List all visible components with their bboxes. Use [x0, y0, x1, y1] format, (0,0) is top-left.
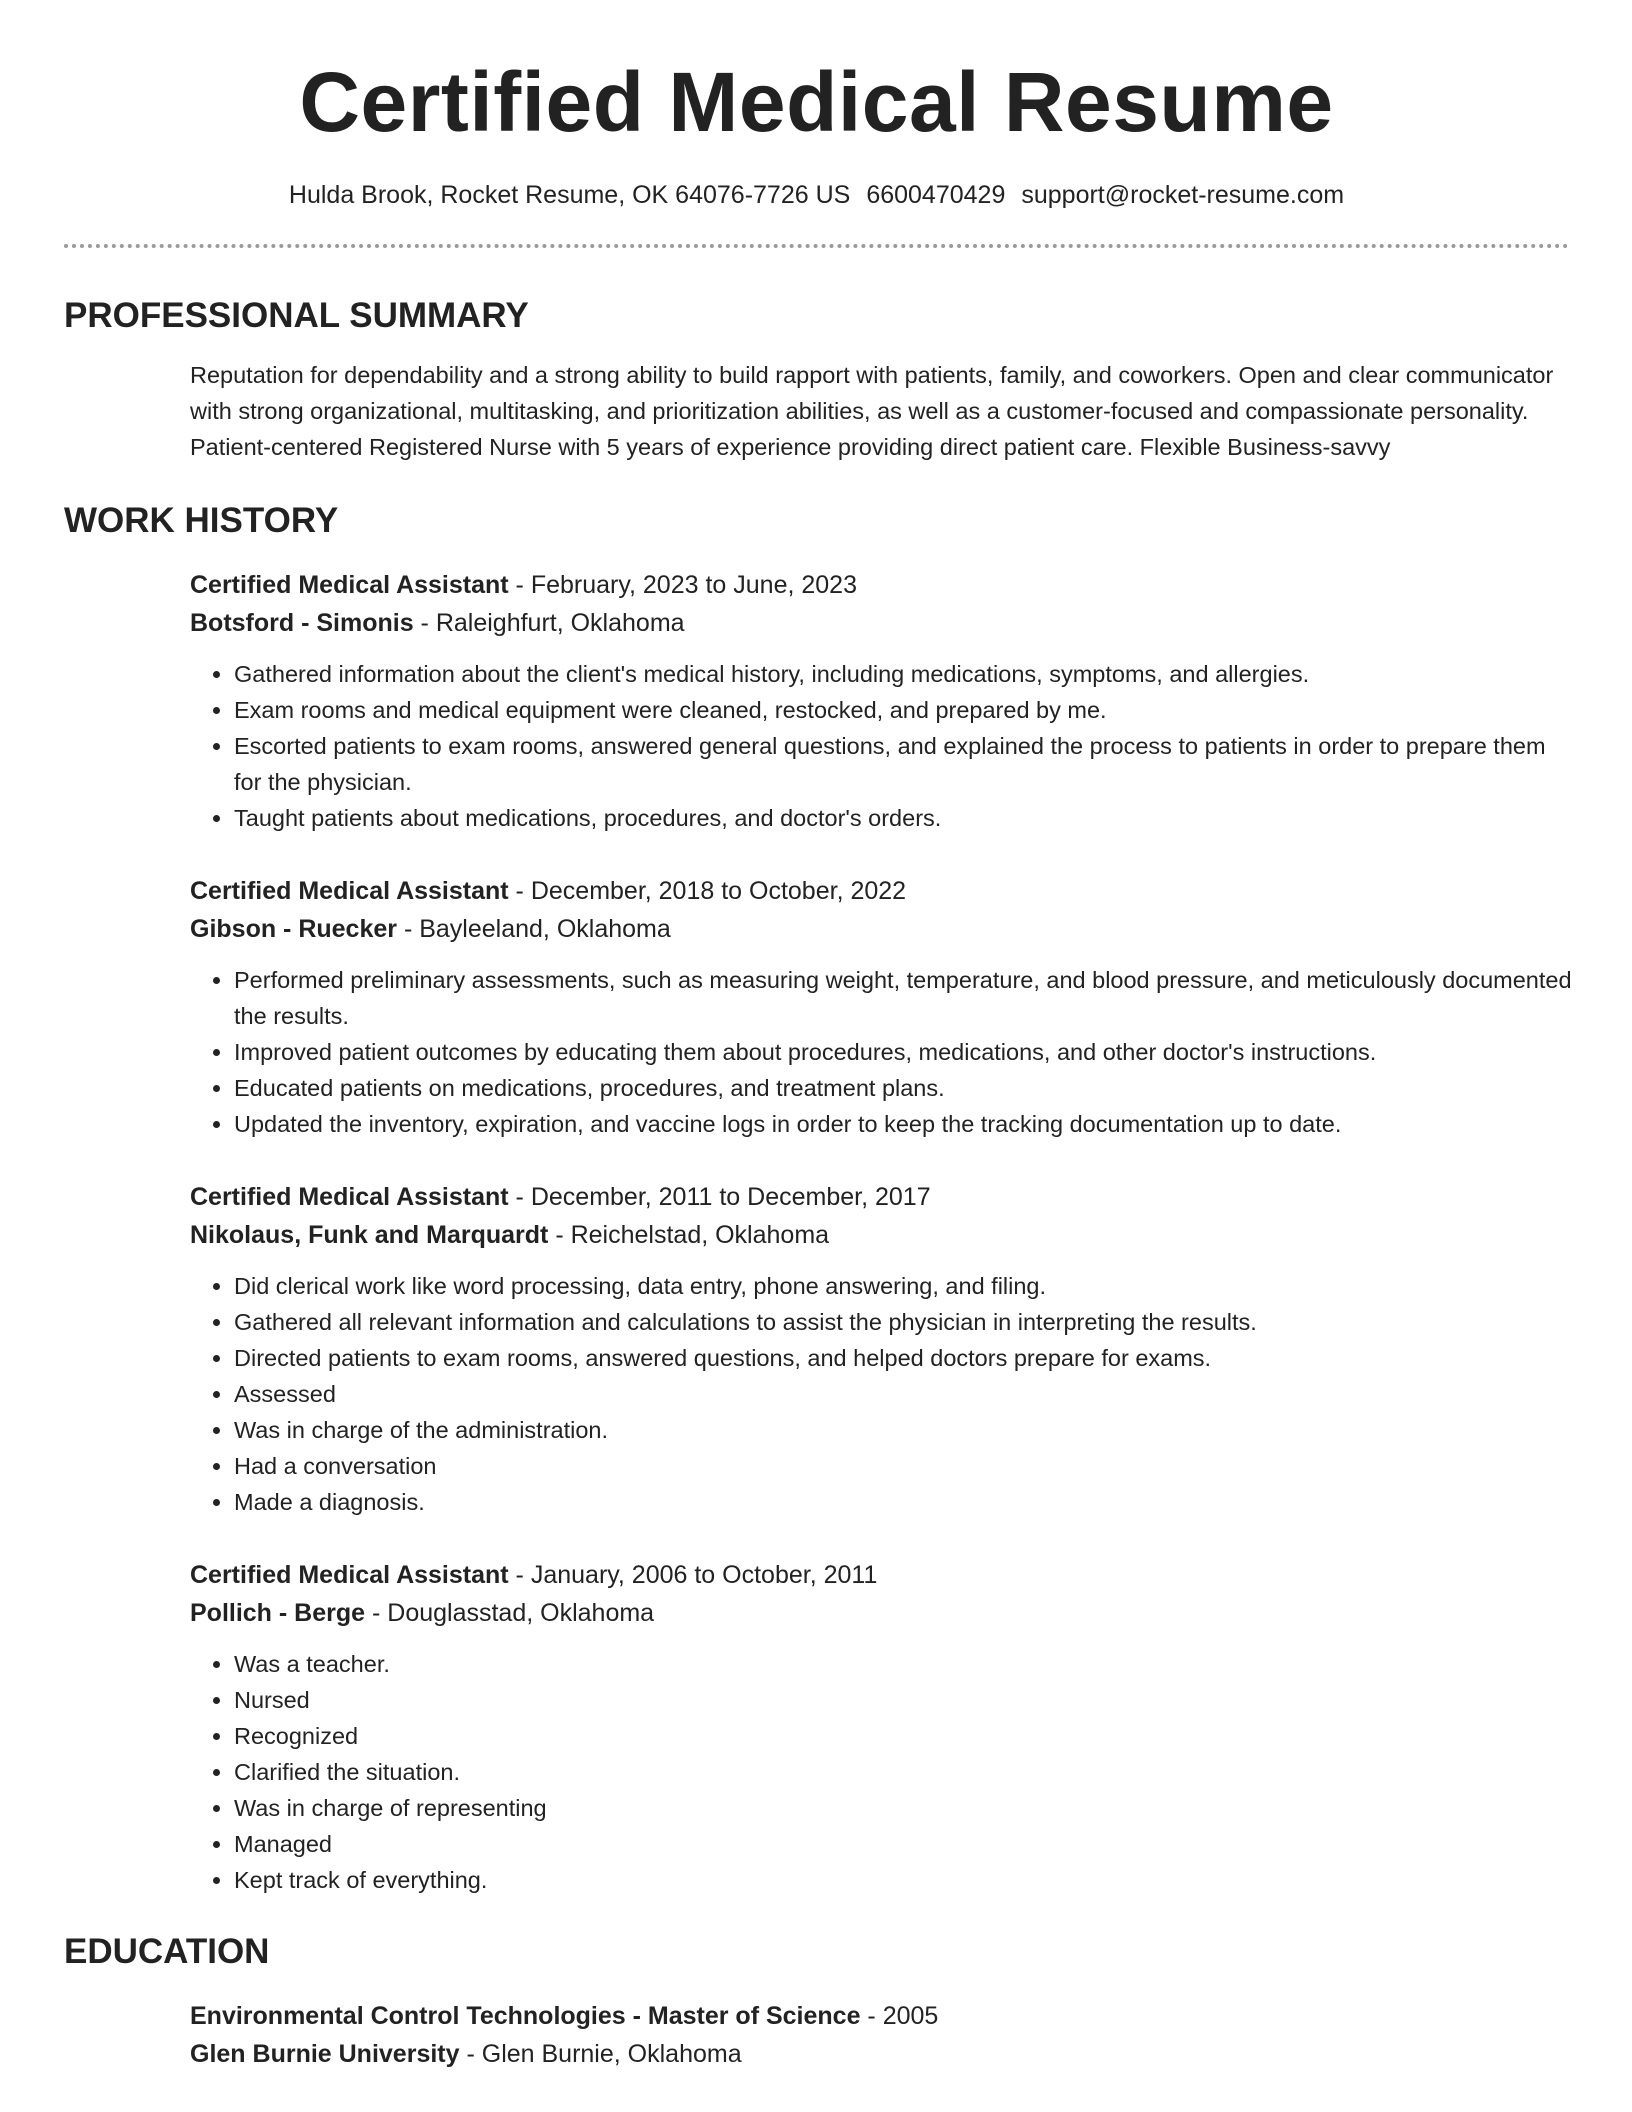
job-bullet: • Managed: [234, 1826, 1574, 1862]
contact-address: Hulda Brook, Rocket Resume, OK 64076-7726 US: [288, 181, 851, 209]
job-company: Pollich - Berge: [190, 1599, 366, 1627]
resume-page: [64, 0, 1572, 2073]
job-bullet: • Assessed: [234, 1376, 1574, 1412]
education-school: Glen Burnie University: [190, 2040, 460, 2068]
job-title-line: [190, 1178, 1569, 1216]
job-company: Botsford - Simonis: [190, 609, 414, 637]
job-company-line: [190, 910, 1569, 948]
job-bullet: • Nursed: [234, 1682, 1574, 1718]
job-title-line: [190, 1556, 1569, 1594]
job-bullet: • Was in charge of the administration.: [234, 1412, 1574, 1448]
job-entry: [190, 1178, 1569, 1520]
job-dates: - January, 2006 to October, 2011: [508, 1561, 878, 1589]
job-bullet: • Escorted patients to exam rooms, answered general questions, and explained the process to patients in order to prepare them for the physician.: [234, 728, 1574, 800]
education-degree: Environmental Control Technologies - Master of Science: [190, 2002, 861, 2030]
job-bullet: • Did clerical work like word processing, data entry, phone answering, and filing.: [234, 1268, 1574, 1304]
education-degree-line: [190, 1997, 1569, 2035]
job-bullet: • Kept track of everything.: [234, 1862, 1574, 1898]
job-entry: [190, 1556, 1569, 1898]
job-company: Gibson - Ruecker: [190, 915, 397, 943]
contact-line: [64, 180, 1569, 210]
job-bullet: • Clarified the situation.: [234, 1754, 1574, 1790]
job-dates: - December, 2018 to October, 2022: [508, 877, 907, 905]
job-bullet: • Performed preliminary assessments, such as measuring weight, temperature, and blood pressure, and meticulously documented the results.: [234, 962, 1574, 1034]
job-bullet: • Directed patients to exam rooms, answered questions, and helped doctors prepare for exams.: [234, 1340, 1574, 1376]
job-company-line: [190, 1594, 1569, 1632]
job-title-line: [190, 872, 1569, 910]
job-dates: - December, 2011 to December, 2017: [508, 1183, 931, 1211]
job-title-line: [190, 566, 1569, 604]
education-year: - 2005: [860, 2002, 939, 2030]
job-dates: - February, 2023 to June, 2023: [508, 571, 857, 599]
job-location: - Bayleeland, Oklahoma: [397, 915, 671, 943]
job-bullet: • Made a diagnosis.: [234, 1484, 1574, 1520]
job-title: Certified Medical Assistant: [190, 1561, 509, 1589]
contact-phone: 6600470429: [866, 181, 1006, 209]
job-bullets: [190, 1268, 1574, 1520]
job-title: Certified Medical Assistant: [190, 1183, 509, 1211]
job-bullet: • Recognized: [234, 1718, 1574, 1754]
job-bullet: • Was in charge of representing: [234, 1790, 1574, 1826]
job-entry: [190, 566, 1569, 836]
education-location: - Glen Burnie, Oklahoma: [459, 2040, 742, 2068]
education-school-line: [190, 2035, 1569, 2073]
summary-text: Reputation for dependability and a strong ability to build rapport with patients, family, and coworkers. Open and clear communicator with strong organizational, multitasking, and prioritization abilities, as well as a customer-focused and compassionate personality. Patient-centered Registered Nurse with 5 years of experience providing direct patient care. Flexible Business-savvy: [190, 362, 1554, 460]
job-bullet: • Gathered all relevant information and calculations to assist the physician in interpreting the results.: [234, 1304, 1574, 1340]
job-location: - Raleighfurt, Oklahoma: [413, 609, 685, 637]
job-company: Nikolaus, Funk and Marquardt: [190, 1221, 549, 1249]
job-company-line: [190, 604, 1569, 642]
job-location: - Reichelstad, Oklahoma: [548, 1221, 830, 1249]
header-divider: [64, 244, 1569, 248]
job-bullets: [190, 656, 1574, 836]
job-bullet: • Updated the inventory, expiration, and vaccine logs in order to keep the tracking documentation up to date.: [234, 1106, 1574, 1142]
job-bullet: • Taught patients about medications, procedures, and doctor's orders.: [234, 800, 1574, 836]
job-bullets: [190, 962, 1574, 1142]
job-bullet: • Was a teacher.: [234, 1646, 1574, 1682]
job-bullets: [190, 1646, 1574, 1898]
job-title: Certified Medical Assistant: [190, 571, 509, 599]
job-bullet: • Exam rooms and medical equipment were cleaned, restocked, and prepared by me.: [234, 692, 1574, 728]
job-company-line: [190, 1216, 1569, 1254]
job-location: - Douglasstad, Oklahoma: [365, 1599, 655, 1627]
education-heading: EDUCATION: [64, 1932, 270, 1971]
resume-title: Certified Medical Resume: [299, 55, 1334, 149]
job-bullet: • Educated patients on medications, procedures, and treatment plans.: [234, 1070, 1574, 1106]
job-bullet: • Improved patient outcomes by educating them about procedures, medications, and other doctor's instructions.: [234, 1034, 1574, 1070]
job-bullet: • Gathered information about the client's medical history, including medications, symptoms, and allergies.: [234, 656, 1574, 692]
work-history-heading: WORK HISTORY: [64, 501, 339, 540]
contact-email: support@rocket-resume.com: [1021, 181, 1345, 209]
education-entry: [190, 1997, 1569, 2073]
job-title: Certified Medical Assistant: [190, 877, 509, 905]
summary-heading: PROFESSIONAL SUMMARY: [64, 296, 529, 335]
job-entry: [190, 872, 1572, 1142]
job-bullet: • Had a conversation: [234, 1448, 1574, 1484]
